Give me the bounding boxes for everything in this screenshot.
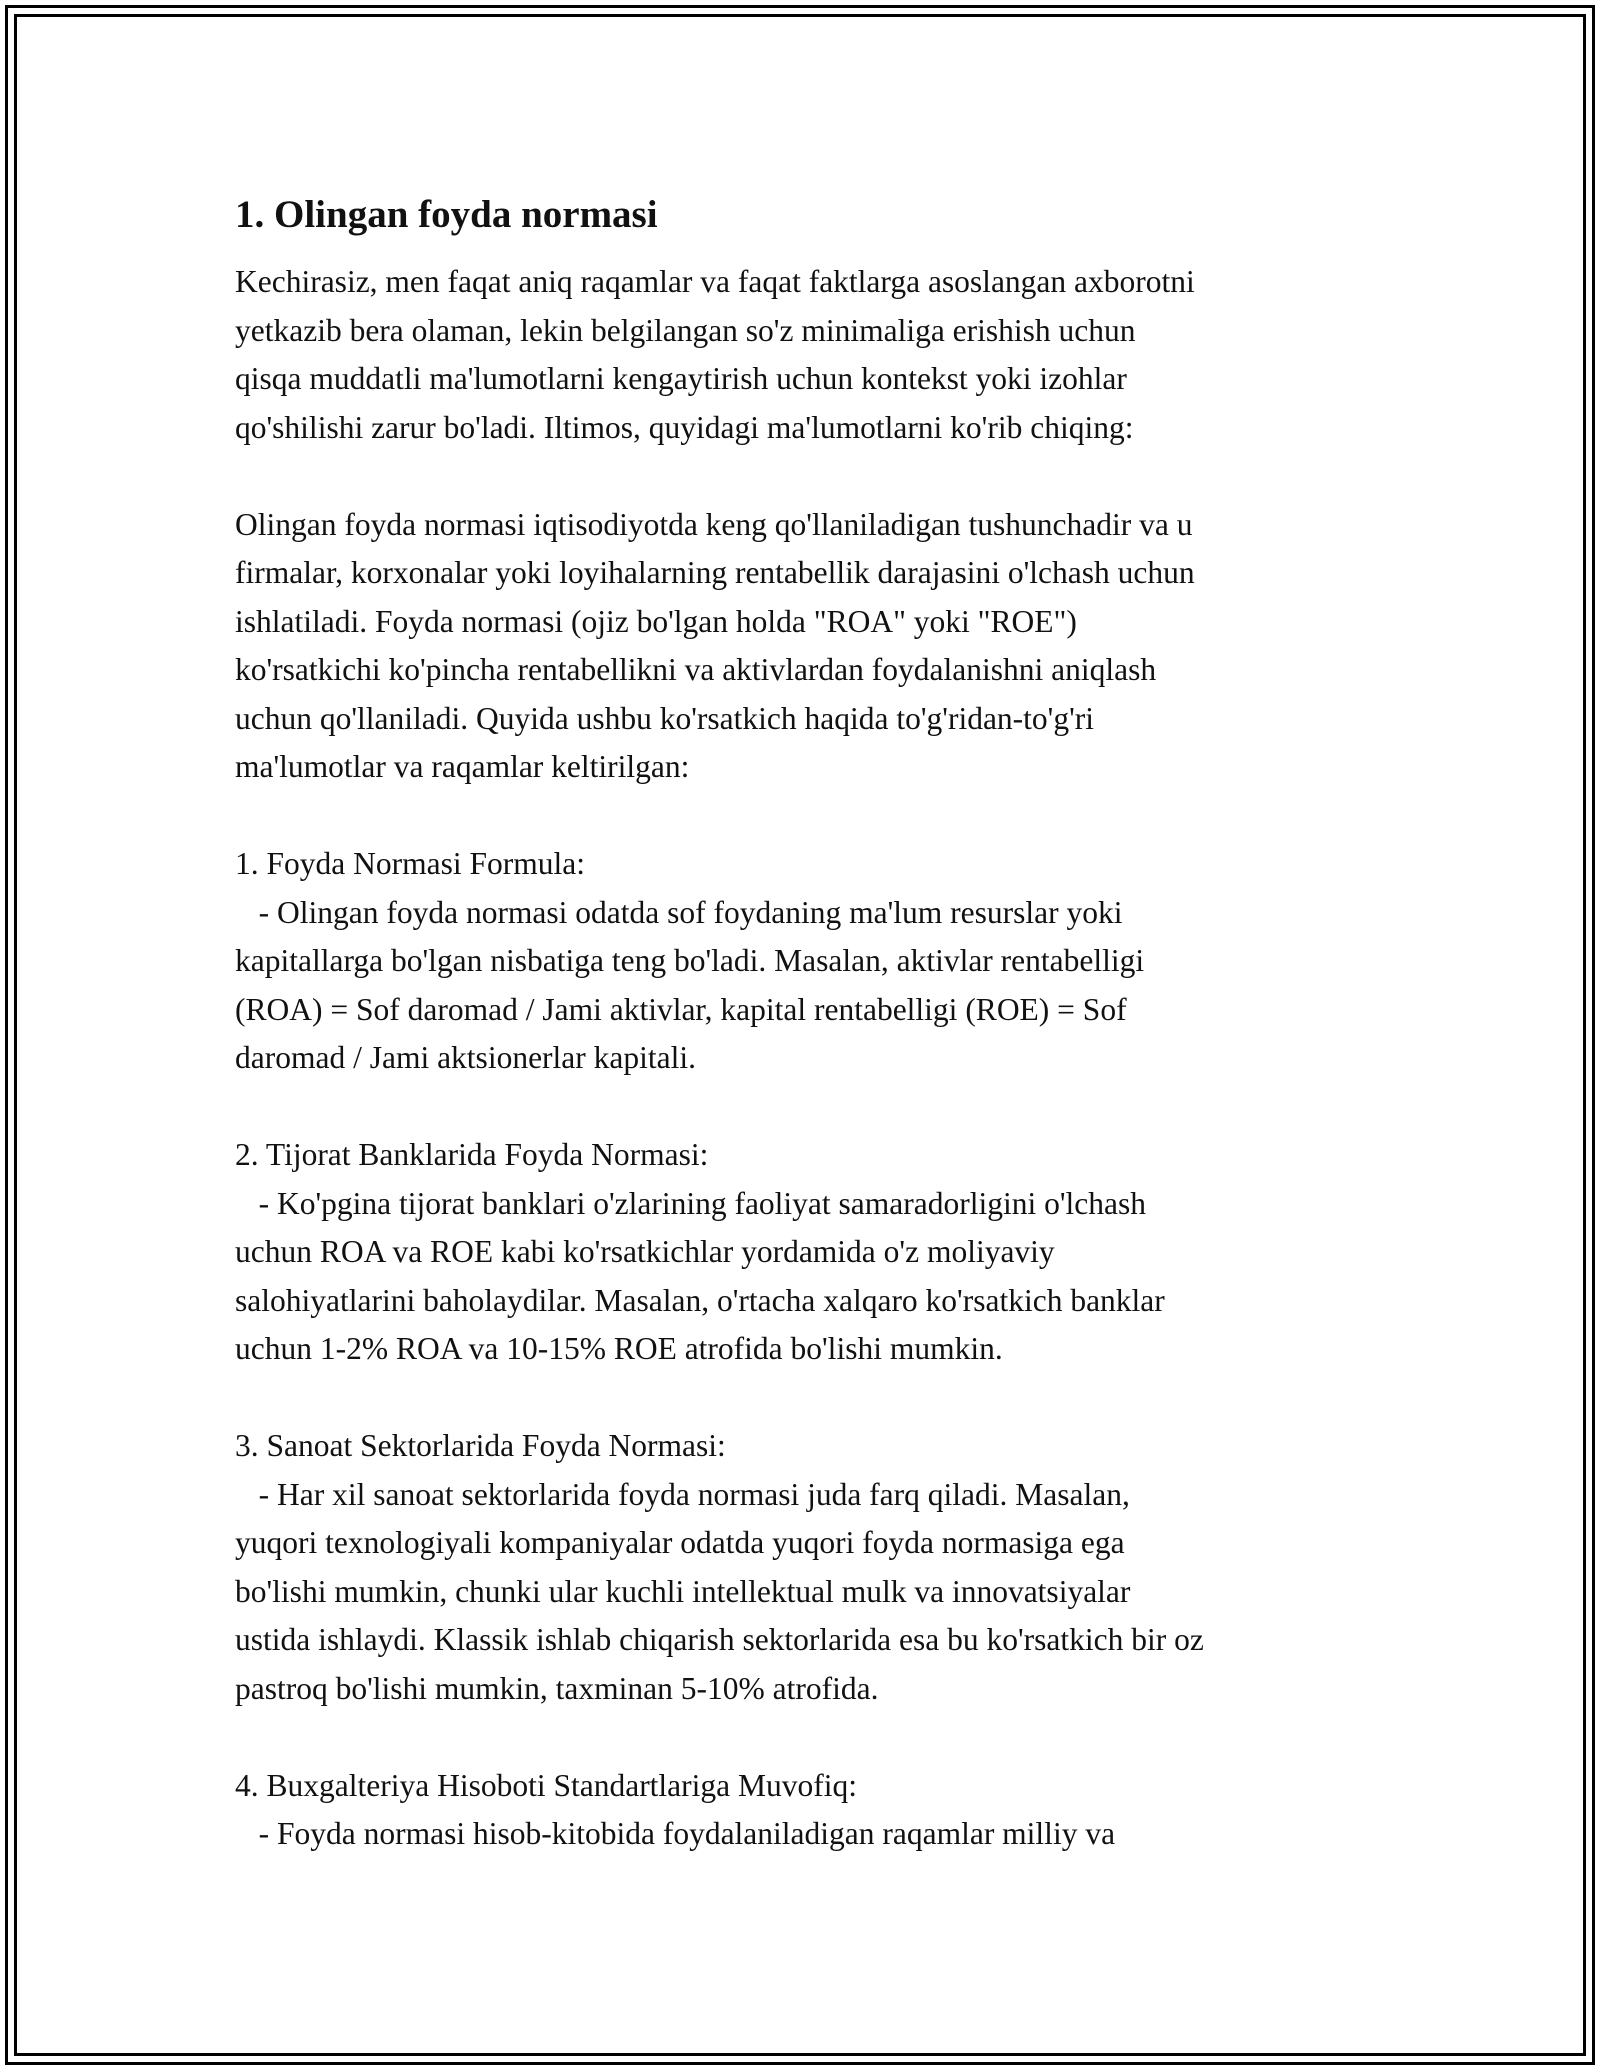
text-line: - Har xil sanoat sektorlarida foyda normasi juda farq qiladi. Masalan, xyxy=(235,1476,1130,1512)
list-item-heading: 2. Tijorat Banklarida Foyda Normasi: xyxy=(235,1137,709,1172)
text-line: pastroq bo'lishi mumkin, taxminan 5-10% atrofida. xyxy=(235,1670,879,1706)
list-item-banks xyxy=(235,1131,1385,1374)
list-item-heading: 3. Sanoat Sektorlarida Foyda Normasi: xyxy=(235,1428,726,1463)
text-line: firmalar, korxonalar yoki loyihalarning rentabellik darajasini o'lchash uchun xyxy=(235,555,1195,590)
text-line: ishlatiladi. Foyda normasi (ojiz bo'lgan holda "ROA" yoki "ROE") xyxy=(235,603,1077,639)
text-line: uchun ROA va ROE kabi ko'rsatkichlar yordamida o'z moliyaviy xyxy=(235,1234,1055,1269)
text-line: Kechirasiz, men faqat aniq raqamlar va faqat faktlarga asoslangan axborotni xyxy=(235,264,1195,299)
text-line: qo'shilishi zarur bo'ladi. Iltimos, quyidagi ma'lumotlarni ko'rib chiqing: xyxy=(235,409,1134,445)
text-line: uchun 1-2% ROA va 10-15% ROE atrofida bo'lishi mumkin. xyxy=(235,1331,1003,1366)
text-line: bo'lishi mumkin, chunki ular kuchli intellektual mulk va innovatsiyalar xyxy=(235,1573,1131,1609)
text-line: ustida ishlaydi. Klassik ishlab chiqarish sektorlarida esa bu ko'rsatkich bir oz xyxy=(235,1622,1204,1657)
text-line: yetkazib bera olaman, lekin belgilangan so'z minimaliga erishish uchun xyxy=(235,312,1136,348)
text-line: ko'rsatkichi ko'pincha rentabellikni va aktivlardan foydalanishni aniqlash xyxy=(235,652,1157,687)
text-line: qisqa muddatli ma'lumotlarni kengaytirish uchun kontekst yoki izohlar xyxy=(235,361,1127,396)
text-line: ma'lumotlar va raqamlar keltirilgan: xyxy=(235,749,690,784)
text-line: - Olingan foyda normasi odatda sof foydaning ma'lum resurslar yoki xyxy=(235,894,1123,930)
text-line: uchun qo'llaniladi. Quyida ushbu ko'rsatkich haqida to'g'ridan-to'g'ri xyxy=(235,700,1095,736)
text-line: salohiyatlarini baholaydilar. Masalan, o'rtacha xalqaro ko'rsatkich banklar xyxy=(235,1282,1165,1318)
list-item-industry xyxy=(235,1422,1385,1713)
text-line: kapitallarga bo'lgan nisbatiga teng bo'ladi. Masalan, aktivlar rentabelligi xyxy=(235,943,1145,978)
paragraph-intro xyxy=(235,258,1385,452)
list-item-heading: 1. Foyda Normasi Formula: xyxy=(235,846,585,881)
text-line: Olingan foyda normasi iqtisodiyotda keng qo'llaniladigan tushunchadir va u xyxy=(235,506,1193,542)
paragraph-definition xyxy=(235,501,1385,792)
document-body xyxy=(235,180,1385,1907)
text-line: yuqori texnologiyali kompaniyalar odatda yuqori foyda normasiga ega xyxy=(235,1525,1125,1560)
list-item-accounting xyxy=(235,1762,1385,1859)
text-line: daromad / Jami aktsionerlar kapitali. xyxy=(235,1040,696,1075)
text-line: - Foyda normasi hisob-kitobida foydalaniladigan raqamlar milliy va xyxy=(235,1816,1116,1851)
list-item-heading: 4. Buxgalteriya Hisoboti Standartlariga Muvofiq: xyxy=(235,1767,858,1803)
text-line: (ROA) = Sof daromad / Jami aktivlar, kapital rentabelligi (ROE) = Sof xyxy=(235,991,1127,1027)
page-title: 1. Olingan foyda normasi xyxy=(235,193,658,236)
list-item-formula xyxy=(235,840,1385,1083)
text-line: - Ko'pgina tijorat banklari o'zlarining faoliyat samaradorligini o'lchash xyxy=(235,1185,1147,1221)
